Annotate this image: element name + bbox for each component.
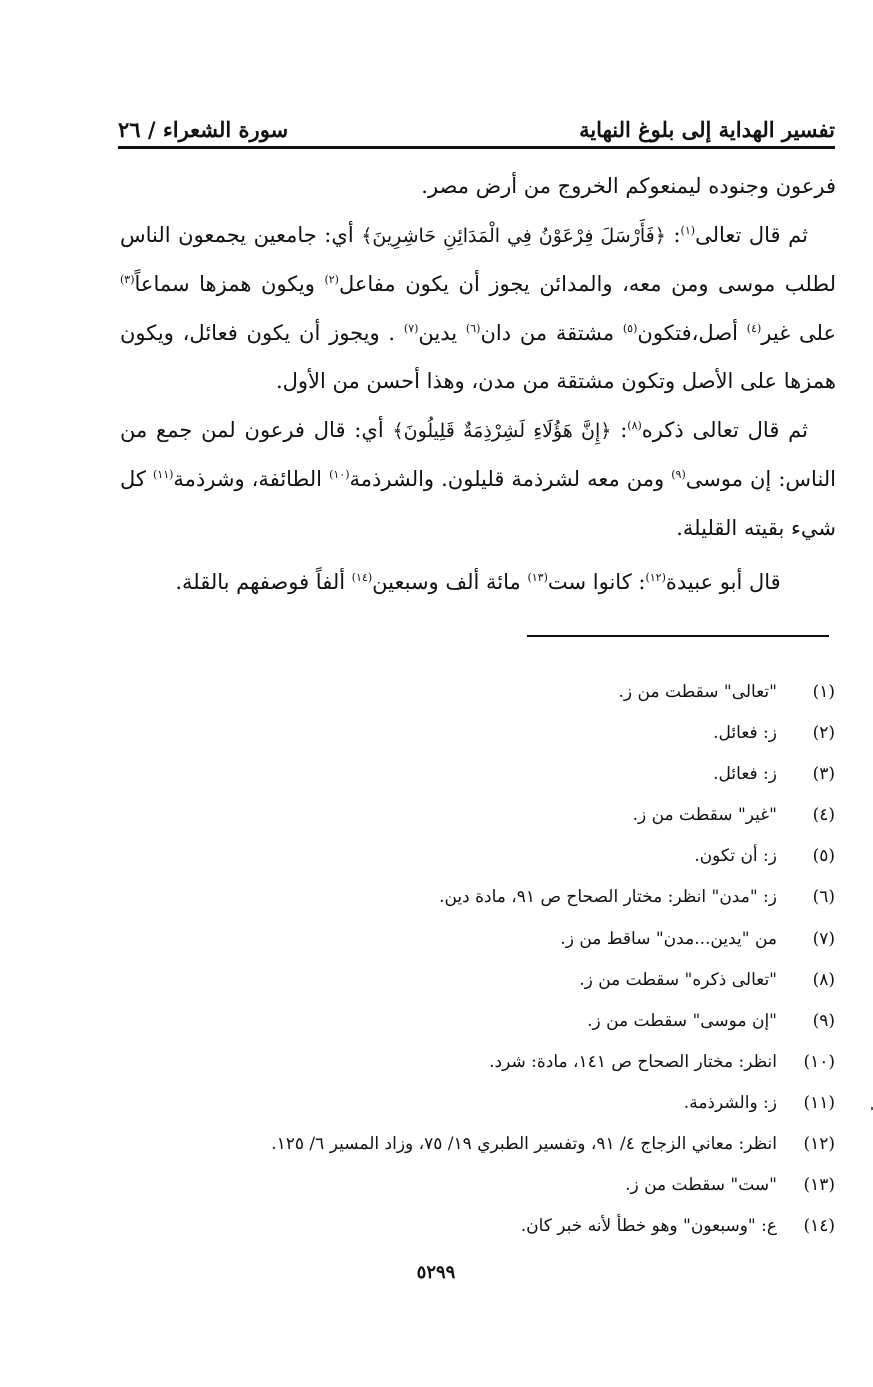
footnote-text: من "يدين...مدن" ساقط من ز. (560, 928, 777, 949)
footnote-ref: (١٢) (645, 571, 666, 584)
footnote-item (140, 836, 835, 877)
footnote-number: (٦) (812, 887, 835, 908)
footnote-item (140, 754, 835, 795)
text-run: مشتقة من دان (480, 320, 623, 345)
footnote-item (140, 713, 835, 754)
footnote-ref: (١٠) (329, 468, 350, 481)
footnote-ref: (١) (680, 223, 696, 237)
text-run: الطائفة، وشرذمة (173, 467, 330, 491)
text-run: ومن معه لشرذمة قليلون. والشرذمة (349, 467, 672, 491)
footnote-text: انظر: معاني الزجاج ٤/ ٩١، وتفسير الطبري ١٩/ ٧٥، وزاد المسير ٦/ ١٢٥. (271, 1134, 777, 1155)
footnote-item (140, 877, 835, 918)
footnote-number: (١٢) (803, 1134, 835, 1155)
footnote-text: "غير" سقطت من ز. (632, 805, 777, 826)
footnote-text: ع: "وسبعون" وهو خطأ لأنه خبر كان. (520, 1216, 777, 1237)
text-run: أي: قال فرعون لمن جمع من الناس: إن موسى (120, 417, 837, 491)
footnote-ref: (٩) (671, 468, 686, 481)
footnote-number: (١٠) (803, 1051, 835, 1072)
text-run: ألفاً فوصفهم بالقلة. (175, 570, 352, 594)
footnote-text: "ست" سقطت من ز. (625, 1175, 777, 1196)
text-run: مائة ألف وسبعين (372, 570, 528, 594)
footnote-text: "تعالى" سقطت من ز. (618, 682, 777, 702)
footnote-ref: (٤) (746, 321, 762, 335)
text-run: ويكون همزها سماعاً (134, 272, 325, 296)
text-run: : كانوا ست (547, 570, 646, 594)
footnote-item (140, 919, 835, 960)
text-run: أصل،فتكون (637, 320, 747, 345)
footnote-number: (٤) (812, 805, 835, 826)
footnote-text: "إن موسى" سقطت من ز. (587, 1010, 777, 1031)
text-run: أي: جامعين يجمعون الناس لطلب موسى ومن معه، والمدائن يجوز أن يكون مفاعل (120, 222, 836, 296)
footnote-ref: (١٣) (527, 571, 548, 584)
footnote-ref: (٥) (622, 321, 638, 335)
footnote-ref: (٣) (120, 273, 135, 286)
footnote-ref: (٦) (465, 321, 481, 335)
footnote-number: (٧) (812, 928, 835, 949)
text-run: . ويجوز أن يكون فعائل، ويكون همزها على الأصل وتكون مشتقة من مدن، وهذا أحسن من الأول. (120, 320, 836, 393)
text-run: كل شيء بقيته القليلة. (120, 467, 836, 540)
surah-page-label: سورة الشعراء / ٢٦ (118, 117, 289, 142)
paragraph-1 (120, 162, 836, 211)
footnote-text: ز: أن تكون. (694, 846, 777, 867)
footnote-number: (٩) (812, 1010, 835, 1031)
footnote-separator (527, 635, 829, 637)
footnotes (140, 672, 835, 1247)
text-run: قال أبو عبيدة (665, 570, 781, 594)
text-run: : (665, 222, 681, 247)
footnote-item (140, 1206, 835, 1247)
footnote-item (140, 1165, 835, 1206)
footnote-ref: (٢) (324, 273, 339, 286)
footnote-text: ز: فعائل. (713, 764, 777, 785)
book-title: تفسير الهداية إلى بلوغ النهاية (579, 117, 835, 142)
paragraph-3 (120, 406, 836, 553)
footnote-ref: (١١) (152, 468, 174, 481)
footnote-item (140, 1083, 835, 1124)
paragraph-4 (120, 558, 836, 607)
page-number: ٥٢٩٩ (416, 1262, 456, 1283)
footnote-ref: (١٤) (351, 571, 373, 584)
footnote-number: (٣) (812, 764, 835, 785)
header-rule (118, 146, 835, 149)
text-run: على غير (761, 320, 836, 345)
paragraph-2 (120, 211, 836, 406)
footnote-number: (٥) (812, 846, 835, 867)
footnote-item (140, 672, 835, 713)
footnote-text: ز: والشرذمة. (683, 1092, 777, 1113)
footnote-item (140, 1042, 835, 1083)
footnote-number: (١) (812, 682, 835, 702)
main-text (120, 162, 836, 607)
footnote-number: (١٤) (803, 1216, 835, 1237)
footnote-number: (١١) (803, 1092, 835, 1113)
text-run: ثم قال تعالى ذكره (641, 417, 808, 442)
footnote-ref: (٨) (627, 418, 642, 432)
quran-verse: ﴿إِنَّ هَؤُلَاءِ لَشِرْذِمَةٌ قَلِيلُونَ﴾ (392, 419, 612, 442)
footnote-ref: (٧) (403, 321, 419, 335)
quran-verse: ﴿فَأَرْسَلَ فِرْعَوْنُ فِي الْمَدَائِنِ حَاشِرِينَ﴾ (361, 224, 666, 247)
footnote-number: (٨) (812, 969, 835, 990)
footnote-text: ز: فعائل. (713, 723, 777, 744)
footnote-item (140, 1001, 835, 1042)
text-run: يدين (418, 320, 466, 345)
running-header (118, 96, 835, 142)
text-run: ثم قال تعالى (695, 222, 808, 247)
footnote-text: "تعالى ذكره" سقطت من ز. (579, 969, 777, 990)
footnote-number: (١٣) (803, 1175, 835, 1196)
footnote-text: ز: "مدن" انظر: مختار الصحاح ص ٩١، مادة دين. (439, 887, 777, 908)
footnote-number: (٢) (812, 723, 835, 744)
footnote-item (140, 795, 835, 836)
footnote-text: انظر: مختار الصحاح ص ١٤١، مادة: شرد. (489, 1051, 777, 1072)
footnote-item (140, 1124, 835, 1165)
text-run: : (611, 417, 628, 442)
footnote-item (140, 960, 835, 1001)
paragraph-1-text: فرعون وجنوده ليمنعوكم الخروج من أرض مصر. (421, 174, 836, 198)
